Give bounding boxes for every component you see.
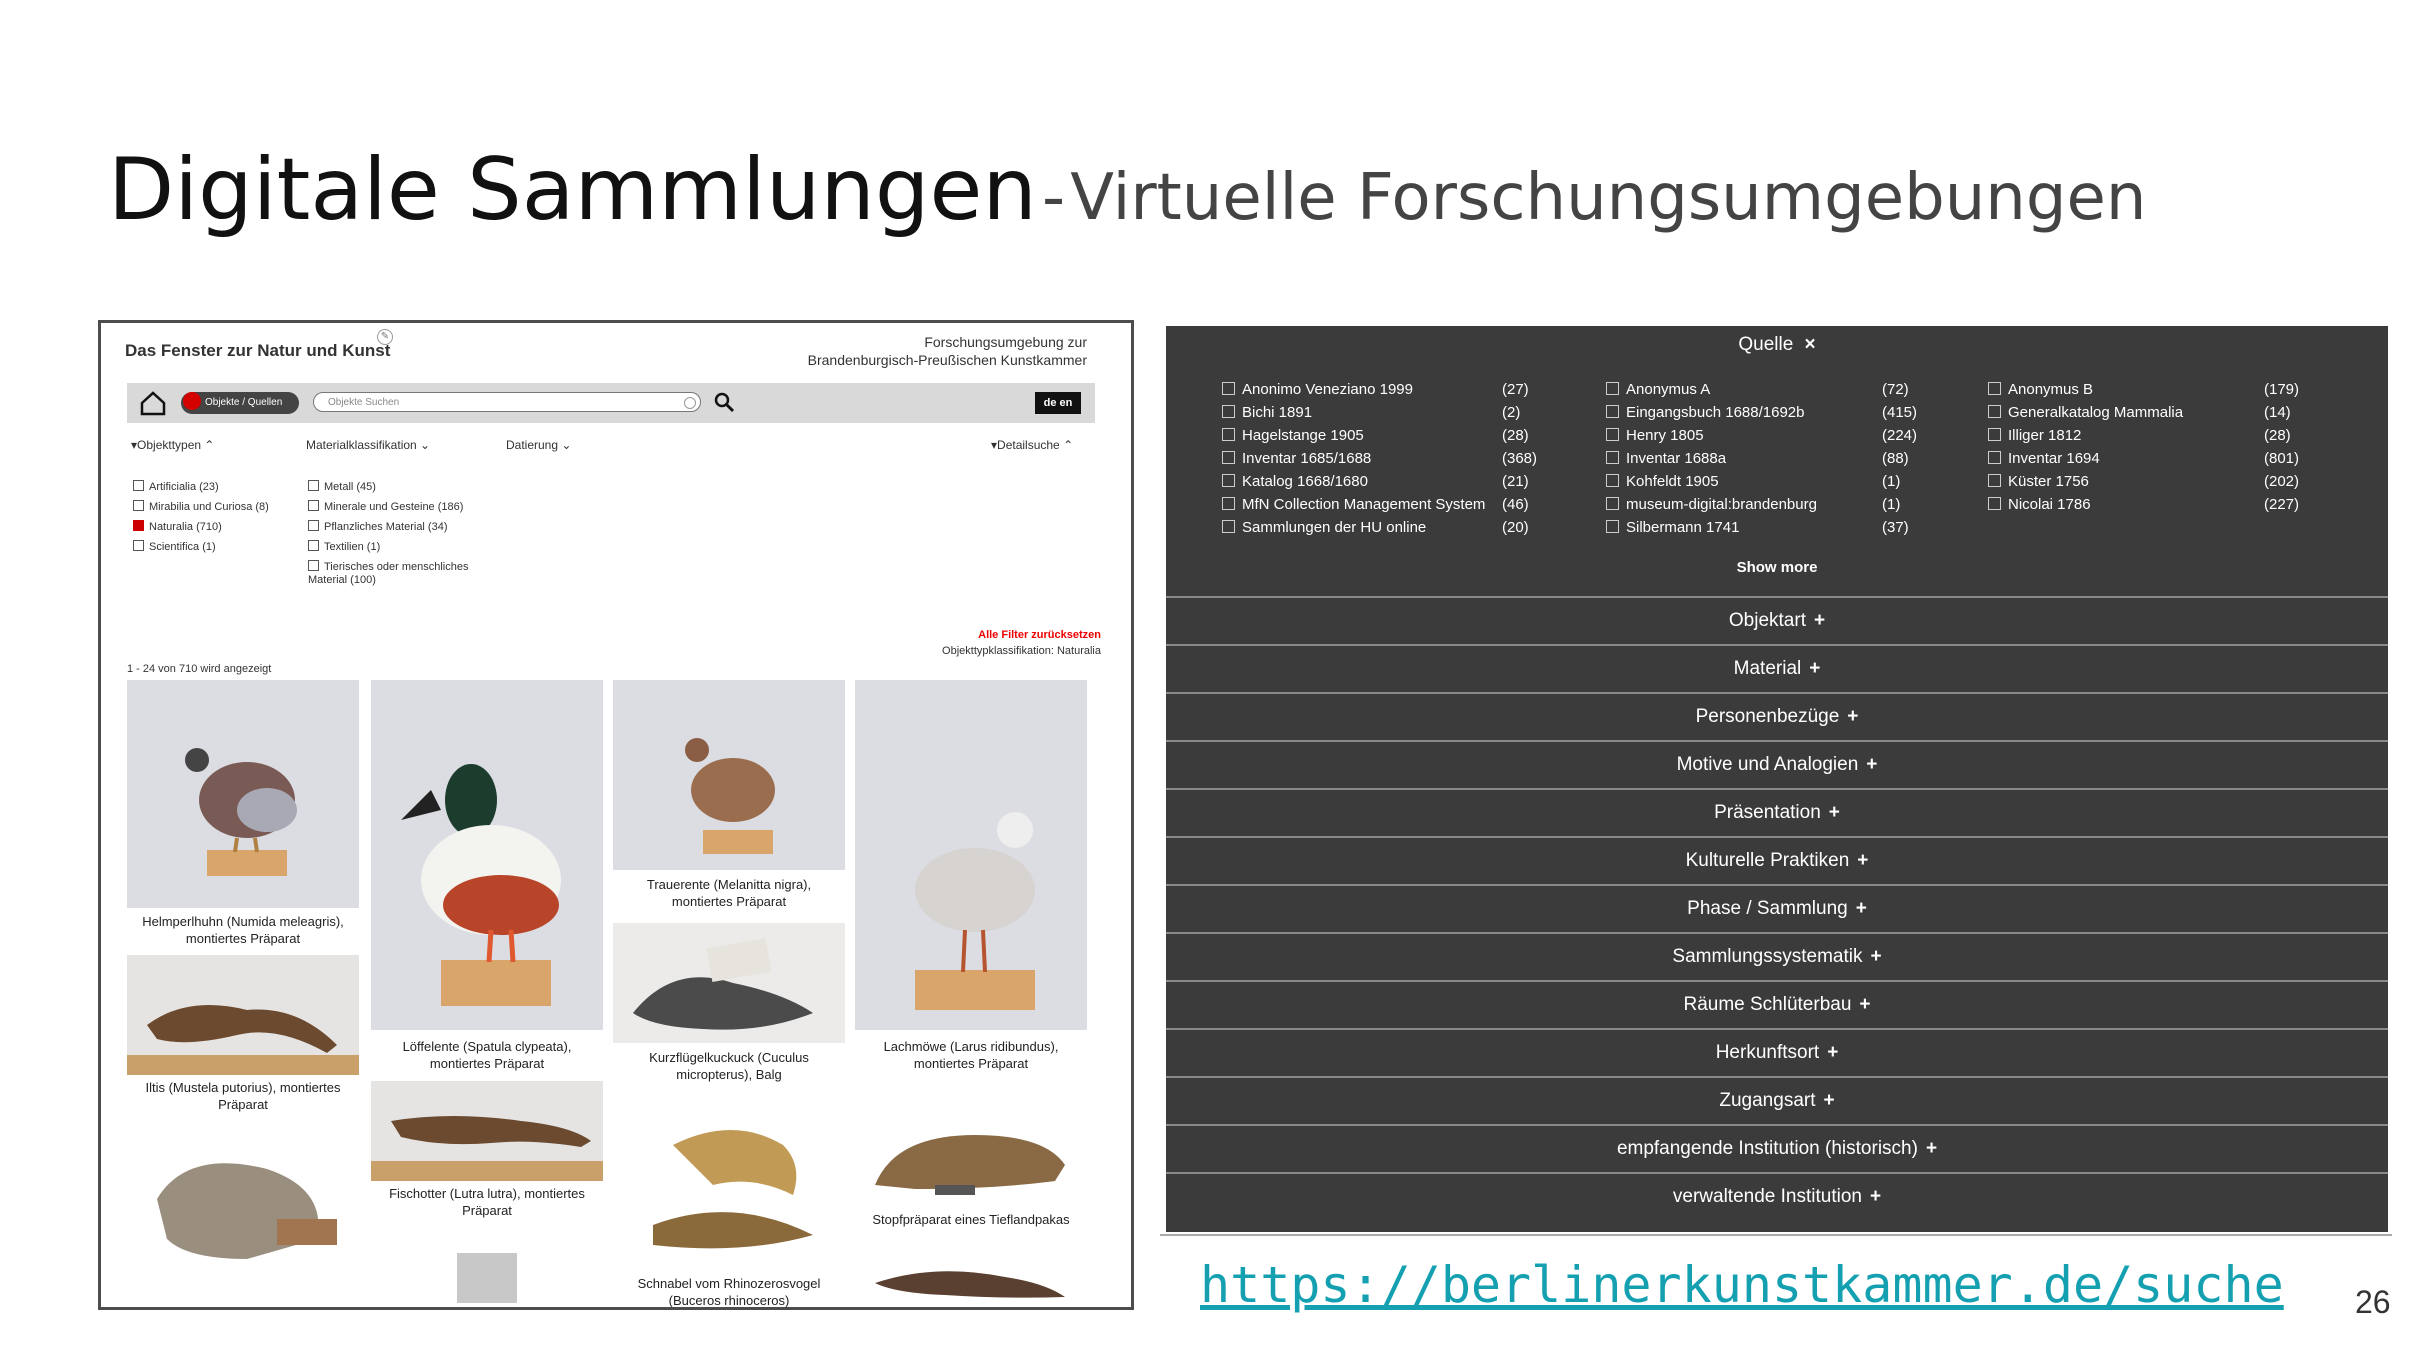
plus-icon: + bbox=[1866, 754, 1878, 775]
specimen-image bbox=[371, 680, 603, 1030]
checkbox-box[interactable] bbox=[1222, 474, 1235, 487]
checkbox-box[interactable] bbox=[308, 560, 319, 571]
plus-icon: + bbox=[1847, 706, 1859, 727]
site-subtitle bbox=[808, 333, 1087, 369]
source-checkbox[interactable]: Inventar 1685/1688 bbox=[1222, 450, 1371, 467]
section-raeume[interactable]: Räume Schlüterbau + bbox=[1166, 980, 2388, 1026]
source-count: (202) bbox=[2264, 473, 2300, 490]
checkbox-box[interactable] bbox=[1222, 497, 1235, 510]
specimen-image bbox=[855, 1105, 1087, 1205]
checkbox-box[interactable] bbox=[133, 480, 144, 491]
checkbox-box[interactable] bbox=[1606, 382, 1619, 395]
result-card-rhinozerosvogel[interactable] bbox=[613, 1105, 845, 1310]
result-caption: Stopfpräparat eines Tieflandpakas bbox=[872, 1212, 1070, 1227]
close-icon[interactable]: × bbox=[1804, 334, 1816, 355]
objects-sources-toggle[interactable] bbox=[181, 392, 299, 414]
source-checkbox[interactable]: Generalkatalog Mammalia bbox=[1988, 404, 2183, 421]
site-subtitle-line1: Forschungsumgebung zur bbox=[924, 334, 1087, 350]
section-empfangende-institution[interactable]: empfangende Institution (historisch) + bbox=[1166, 1124, 2388, 1170]
specimen-image bbox=[127, 955, 359, 1075]
source-count: (46) bbox=[1502, 496, 1529, 513]
source-checkbox[interactable]: Henry 1805 bbox=[1606, 427, 1704, 444]
source-checkbox[interactable]: Katalog 1668/1680 bbox=[1222, 473, 1368, 490]
specimen-image bbox=[127, 680, 359, 908]
source-checkbox[interactable]: Anonymus B bbox=[1988, 381, 2093, 398]
search-input[interactable] bbox=[313, 392, 701, 412]
source-checkbox[interactable]: Küster 1756 bbox=[1988, 473, 2089, 490]
page-number: 26 bbox=[2355, 1284, 2391, 1320]
source-count: (1) bbox=[1882, 496, 1901, 513]
checkbox-box[interactable] bbox=[133, 500, 144, 511]
source-count: (20) bbox=[1502, 519, 1529, 536]
source-count: (224) bbox=[1882, 427, 1918, 444]
checkbox-mirabilia[interactable]: Mirabilia und Curiosa (8) bbox=[133, 500, 269, 513]
source-checkbox[interactable]: Eingangsbuch 1688/1692b bbox=[1606, 404, 1805, 421]
home-icon[interactable] bbox=[139, 389, 167, 417]
plus-icon: + bbox=[1828, 802, 1840, 823]
checkbox-box[interactable] bbox=[1606, 474, 1619, 487]
specimen-image bbox=[613, 680, 845, 870]
source-count: (415) bbox=[1882, 404, 1918, 421]
section-phase-sammlung[interactable]: Phase / Sammlung + bbox=[1166, 884, 2388, 930]
source-checkbox[interactable]: MfN Collection Management System bbox=[1222, 496, 1485, 513]
section-zugangsart[interactable]: Zugangsart + bbox=[1166, 1076, 2388, 1122]
plus-icon: + bbox=[1925, 1138, 1938, 1159]
language-switch[interactable]: de en bbox=[1035, 392, 1081, 414]
plus-icon: + bbox=[1855, 898, 1867, 919]
filter-datierung[interactable]: Datierung ⌄ bbox=[506, 438, 572, 452]
checkbox-scientifica[interactable]: Scientifica (1) bbox=[133, 540, 216, 553]
section-herkunftsort[interactable]: Herkunftsort + bbox=[1166, 1028, 2388, 1074]
filter-material[interactable]: Materialklassifikation ⌄ bbox=[306, 438, 431, 452]
checkbox-box[interactable] bbox=[1988, 497, 2001, 510]
search-icon[interactable] bbox=[713, 391, 735, 413]
title-separator: - bbox=[1042, 161, 1066, 235]
plus-icon: + bbox=[1869, 1186, 1882, 1207]
checkbox-box[interactable] bbox=[1222, 382, 1235, 395]
divider bbox=[1160, 1234, 2392, 1236]
result-card-kurzfluegelkuckuck[interactable] bbox=[613, 923, 845, 1097]
source-count: (14) bbox=[2264, 404, 2291, 421]
checkbox-metall[interactable]: Metall (45) bbox=[308, 480, 376, 493]
checkbox-box[interactable] bbox=[1988, 382, 2001, 395]
section-sammlungssystematik[interactable]: Sammlungssystematik + bbox=[1166, 932, 2388, 978]
source-count: (1) bbox=[1882, 473, 1901, 490]
checkbox-box[interactable] bbox=[1222, 428, 1235, 441]
research-portal-screenshot bbox=[98, 320, 1134, 1310]
source-count: (88) bbox=[1882, 450, 1909, 467]
checkbox-tierisch[interactable]: Tierisches oder menschliches bbox=[308, 560, 468, 573]
result-caption: Helmperlhuhn (Numida meleagris), montiertes Präparat bbox=[142, 914, 344, 946]
result-caption: Löffelente (Spatula clypeata), montiertes Präparat bbox=[402, 1039, 572, 1071]
search-placeholder: Objekte Suchen bbox=[328, 397, 400, 408]
section-objektart[interactable]: Objektart + bbox=[1166, 596, 2388, 642]
source-count: (801) bbox=[2264, 450, 2300, 467]
result-card-tieflandpaka[interactable] bbox=[855, 1105, 1087, 1237]
checkbox-box-checked[interactable] bbox=[133, 520, 144, 531]
source-count: (2) bbox=[1502, 404, 1521, 421]
checkbox-box[interactable] bbox=[133, 540, 144, 551]
source-count: (179) bbox=[2264, 381, 2300, 398]
checkbox-tierisch-line2: Material (100) bbox=[308, 574, 376, 586]
plus-icon: + bbox=[1813, 610, 1826, 631]
specimen-image bbox=[127, 1129, 359, 1310]
source-count: (27) bbox=[1502, 381, 1529, 398]
result-caption: Fischotter (Lutra lutra), montiertes Präparat bbox=[389, 1186, 585, 1218]
source-checkbox[interactable]: Hagelstange 1905 bbox=[1222, 427, 1364, 444]
checkbox-naturalia[interactable]: Naturalia (710) bbox=[133, 520, 222, 533]
checkbox-box[interactable] bbox=[1222, 405, 1235, 418]
source-checkbox[interactable]: Sammlungen der HU online bbox=[1222, 519, 1426, 536]
toggle-knob bbox=[183, 392, 201, 410]
quelle-header[interactable]: Quelle × bbox=[1738, 334, 1816, 355]
checkbox-box[interactable] bbox=[308, 540, 319, 551]
source-checkbox[interactable]: Kohfeldt 1905 bbox=[1606, 473, 1719, 490]
source-checkbox[interactable]: Nicolai 1786 bbox=[1988, 496, 2091, 513]
source-checkbox[interactable]: Bichi 1891 bbox=[1222, 404, 1312, 421]
checkbox-box[interactable] bbox=[1606, 405, 1619, 418]
show-more-button[interactable]: Show more bbox=[1736, 559, 1818, 576]
specimen-image bbox=[613, 923, 845, 1043]
section-material[interactable]: Material + bbox=[1166, 644, 2388, 690]
source-checkbox[interactable]: museum-digital:brandenburg bbox=[1606, 496, 1817, 513]
plus-icon: + bbox=[1809, 658, 1821, 679]
checkbox-box[interactable] bbox=[1988, 405, 2001, 418]
result-card-schaedel[interactable] bbox=[127, 1129, 359, 1310]
clear-icon[interactable] bbox=[684, 397, 696, 409]
plus-icon: + bbox=[1827, 1042, 1839, 1063]
plus-icon: + bbox=[1823, 1090, 1835, 1111]
specimen-image bbox=[371, 1081, 603, 1181]
source-checkbox[interactable]: Inventar 1694 bbox=[1988, 450, 2100, 467]
source-checkbox[interactable]: Inventar 1688a bbox=[1606, 450, 1726, 467]
source-count: (368) bbox=[1502, 450, 1538, 467]
toggle-label: Objekte / Quellen bbox=[205, 397, 283, 408]
checkbox-box[interactable] bbox=[308, 480, 319, 491]
source-checkbox[interactable]: Anonimo Veneziano 1999 bbox=[1222, 381, 1413, 398]
checkbox-box[interactable] bbox=[308, 500, 319, 511]
checkbox-textilien[interactable]: Textilien (1) bbox=[308, 540, 380, 553]
source-filter-panel bbox=[1166, 326, 2388, 1232]
result-caption: Iltis (Mustela putorius), montiertes Präparat bbox=[145, 1080, 341, 1112]
section-praesentation[interactable]: Präsentation + bbox=[1166, 788, 2388, 834]
specimen-image bbox=[855, 680, 1087, 1030]
source-count: (72) bbox=[1882, 381, 1909, 398]
source-link[interactable]: https://berlinerkunstkammer.de/suche bbox=[1200, 1256, 2284, 1314]
site-title: Das Fenster zur Natur und Kunst bbox=[125, 341, 391, 360]
checkbox-box[interactable] bbox=[1988, 474, 2001, 487]
result-card-helmperlhuhn[interactable] bbox=[127, 680, 359, 948]
result-card-iltis[interactable] bbox=[127, 955, 359, 1115]
active-classification: Objekttypklassifikation: Naturalia bbox=[942, 645, 1101, 657]
source-count: (28) bbox=[2264, 427, 2291, 444]
checkbox-box[interactable] bbox=[1606, 520, 1619, 533]
source-checkbox[interactable]: Anonymus A bbox=[1606, 381, 1710, 398]
checkbox-box[interactable] bbox=[308, 520, 319, 531]
checkbox-artificialia[interactable]: Artificialia (23) bbox=[133, 480, 219, 493]
checkbox-box[interactable] bbox=[1606, 497, 1619, 510]
filter-detailsuche[interactable]: ▾Detailsuche ⌃ bbox=[991, 438, 1074, 452]
filter-objekttypen[interactable]: ▾Objekttypen ⌃ bbox=[131, 438, 215, 452]
source-count: (28) bbox=[1502, 427, 1529, 444]
specimen-image bbox=[613, 1105, 845, 1269]
result-caption: Lachmöwe (Larus ridibundus), montiertes Präparat bbox=[883, 1039, 1059, 1071]
source-checkbox[interactable]: Illiger 1812 bbox=[1988, 427, 2081, 444]
source-count: (21) bbox=[1502, 473, 1529, 490]
result-caption: Kurzflügelkuckuck (Cuculus micropterus), Balg bbox=[649, 1050, 809, 1082]
checkbox-box[interactable] bbox=[1222, 451, 1235, 464]
source-checkbox[interactable]: Silbermann 1741 bbox=[1606, 519, 1739, 536]
result-count: 1 - 24 von 710 wird angezeigt bbox=[127, 663, 272, 675]
section-personenbezuege[interactable]: Personenbezüge + bbox=[1166, 692, 2388, 738]
slide-title bbox=[108, 140, 2146, 240]
specimen-image bbox=[371, 1237, 603, 1310]
plus-icon: + bbox=[1859, 994, 1871, 1015]
reset-filters-link[interactable]: Alle Filter zurücksetzen bbox=[978, 629, 1101, 641]
plus-icon: + bbox=[1857, 850, 1869, 871]
site-subtitle-line2: Brandenburgisch-Preußischen Kunstkammer bbox=[807, 352, 1087, 368]
source-count: (37) bbox=[1882, 519, 1909, 536]
search-toolbar bbox=[127, 383, 1095, 423]
specimen-image bbox=[855, 1253, 1087, 1310]
checkbox-box[interactable] bbox=[1988, 428, 2001, 441]
plus-icon: + bbox=[1870, 946, 1882, 967]
checkbox-pflanzlich[interactable]: Pflanzliches Material (34) bbox=[308, 520, 448, 533]
result-caption: Schnabel vom Rhinozerosvogel (Buceros rhinoceros) bbox=[637, 1276, 821, 1308]
checkbox-box[interactable] bbox=[1988, 451, 2001, 464]
result-card-loeffelente[interactable] bbox=[371, 680, 603, 1074]
title-sub: Virtuelle Forschungsumgebungen bbox=[1070, 161, 2147, 235]
result-caption: Trauerente (Melanitta nigra), montiertes Präparat bbox=[646, 877, 812, 909]
edit-icon[interactable]: ✎ bbox=[377, 329, 393, 345]
checkbox-box[interactable] bbox=[1606, 428, 1619, 441]
section-verwaltende-institution[interactable]: verwaltende Institution + bbox=[1166, 1172, 2388, 1218]
title-main: Digitale Sammlungen bbox=[108, 140, 1037, 240]
result-card-gefaess[interactable] bbox=[371, 1237, 603, 1310]
result-card-trauerente[interactable] bbox=[613, 680, 845, 914]
result-card-fischotter[interactable] bbox=[371, 1081, 603, 1231]
checkbox-box[interactable] bbox=[1222, 520, 1235, 533]
source-count: (227) bbox=[2264, 496, 2300, 513]
section-motive[interactable]: Motive und Analogien + bbox=[1166, 740, 2388, 786]
section-kulturelle-praktiken[interactable]: Kulturelle Praktiken + bbox=[1166, 836, 2388, 882]
result-card-lachmoewe[interactable] bbox=[855, 680, 1087, 1074]
result-card-marder[interactable] bbox=[855, 1253, 1087, 1310]
checkbox-minerale[interactable]: Minerale und Gesteine (186) bbox=[308, 500, 463, 513]
checkbox-box[interactable] bbox=[1606, 451, 1619, 464]
